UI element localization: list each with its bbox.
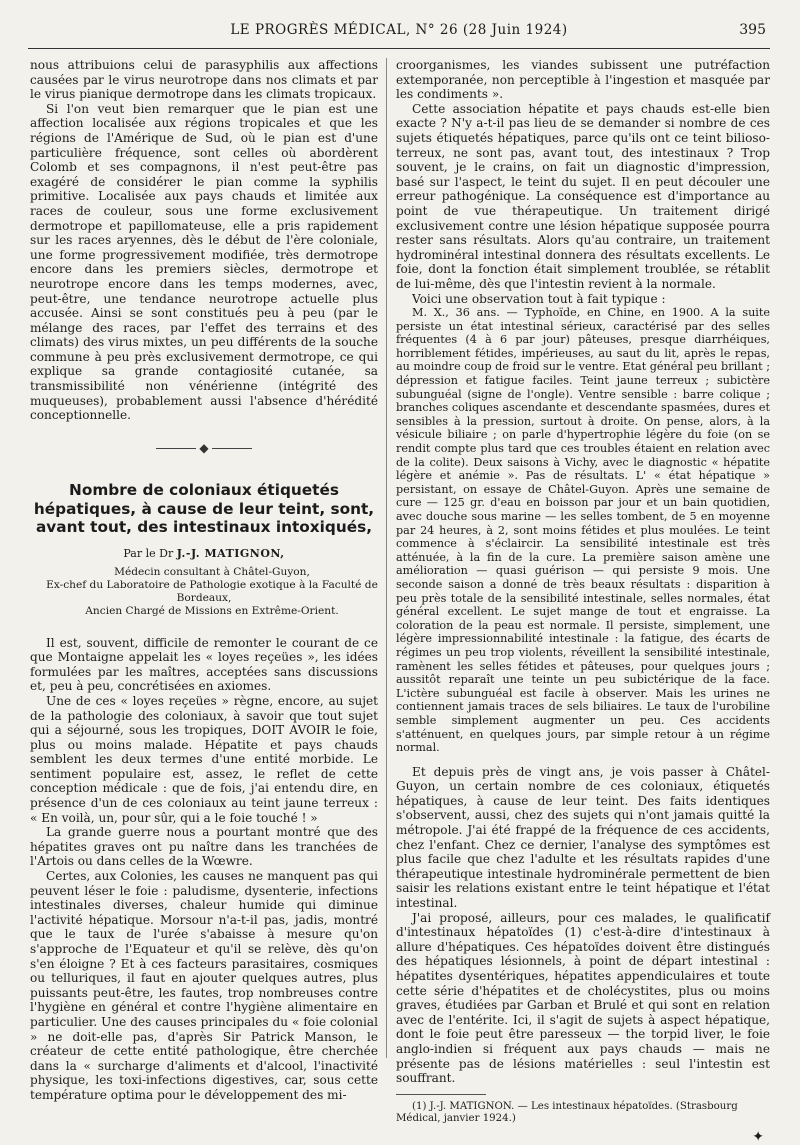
column-divider [386,58,387,1058]
end-mark-icon: ✦ [752,1128,764,1145]
page-header [28,22,770,46]
intro-paragraph: Si l'on veut bien remarquer que le pian est une affection localisée aux régions tropicales et que les régions de l'Amérique de Sud, où le pian est d'une particulière fréquence, sont celles où abordèrent Colomb et ses compagnons, il n'est peut-être pas exagéré de considérer le pian comme la syphilis primitive. Localisée aux pays chauds et limitée aux races de couleur, sous une forme exclusivement dermotrope et papillomateuse, elle a pris rapidement sur les races aryennes, dès le début de l'ère coloniale, une forme progressivement modifiée, très dermotrope encore dans les premiers siècles, dermotrope et neurotrope encore dans les temps modernes, avec, peut-être, une tendance neurotrope actuelle plus accusée. Ainsi se sont constitués peu à peu (par le mélange des races, par l'effet des terrains et des climats) des virus mixtes, un peu différents de la souche commune à peu près exclusivement dermotrope, ce qui explique sa grande contagiosité cutanée, sa transmissibilité non vénérienne (intégrité des muqueuses), probablement aussi l'absence d'hérédité conceptionnelle. [30,101,378,423]
body-paragraph: Il est, souvent, difficile de remonter le courant de ce que Montaigne appelait les « loyes reçeües », les idées formulées par les maîtres, acceptées sans discussions et, peu à peu, concrétisées en axiomes. [30,635,378,694]
left-column [30,58,378,1103]
body-paragraph: Cette association hépatite et pays chauds est-elle bien exacte ? N'y a-t-il pas lieu de se demander si nombre de ces sujets étiquetés hépatiques, parce qu'ils ont ce teint bilioso-terreux, ne sont pas, avant tout, des intestinaux ? Trop souvent, je le crains, on fait un diagnostic d'impression, basé sur l'aspect, le teint du sujet. Il en peut découler une erreur pathogénique. La conséquence est d'importance au point de vue thérapeutique. Un traitement dirigé exclusivement contre une lésion hépatique supposée pourra rester sans résultats. Alors qu'au contraire, un traitement hydrominéral intestinal donnera des résultats excellents. Le foie, dont la fonction était simplement troublée, se rétablit de lui-même, dès que l'intestin revient à la normale. [396,101,770,291]
running-head: LE PROGRÈS MÉDICAL, N° 26 (28 Juin 1924) [230,22,568,38]
author-line [30,547,378,562]
body-paragraph: Voici une observation tout à fait typique : [412,291,666,306]
author-affiliation: Ancien Chargé de Missions en Extrême-Orient. [85,604,339,617]
author-affiliation: Médecin consultant à Châtel-Guyon, [114,565,310,578]
body-paragraph: La grande guerre nous a pourtant montré que des hépatites graves ont pu naître dans les tranchées de l'Artois ou dans celles de la Wœwre. [30,825,378,869]
body-paragraph: Certes, aux Colonies, les causes ne manquent pas qui peuvent léser le foie : paludisme, dysenterie, infections intestinales diverses, chaleur humide qui diminue l'activité hépatique. Morsour n'a-t-il pas, jadis, montré que le taux de l'urée s'abaisse à mesure qu'on s'approche de l'Equateur et qu'il se relève, dès qu'on s'en éloigne ? Et à ces facteurs parasitaires, cosmiques ou telluriques, il faut en ajouter quelques autres, plus puissants peut-être, les fautes, trop nombreuses contre l'hygiène en général et contre l'hygiène alimentaire en particulier. Une des causes principales du « foie colonial » ne doit-elle pas, d'après Sir Patrick Manson, le créateur de cette entité pathologique, être cherchée dans la « surcharge d'aliments et d'alcool, l'inactivité physique, les toxi-infections digestives, car, sous cette température optima pour le développement des mi- [30,869,378,1102]
body-paragraph: Une de ces « loyes reçeües » règne, encore, au sujet de la pathologie des coloniaux, à savoir que tout sujet qui a séjourné, sous les tropiques, DOIT AVOIR le foie, plus ou moins malade. Hépatite et pays chauds semblent les deux termes d'une entité morbide. Le sentiment populaire est, assez, le reflet de cette conception médicale : que de fois, j'ai entendu dire, en présence d'un de ces coloniaux au teint jaune terreux : « En voilà, un, pour sûr, qui a le foie touché ! » [30,693,378,825]
article-title: Nombre de coloniaux étiquetés hépatiques, à cause de leur teint, sont, avant tout, des intestinaux intoxiqués, [33,481,375,537]
body-paragraph: J'ai proposé, ailleurs, pour ces malades, le qualificatif d'intestinaux hépatoïdes (1) c'est-à-dire d'intestinaux à allure d'hépatiques. Ces hépatoïdes doivent être distingués des hépatiques lésionnels, à point de départ intestinal : hépatites dysentériques, hépatites appendiculaires et toute cette série d'hépatites et de cholécystites, plus ou moins graves, étudiées par Garban et Brulé et qui sont en relation avec de l'entérite. Ici, il s'agit de sujets à aspect hépatique, dont le foie peut être paresseux — the torpid liver, le foie anglo-indien si fréquent aux pays chauds — mais ne présente pas de lésions matérielles : seul l'intestin est souffrant. [396,910,770,1086]
footnote-rule [396,1094,486,1095]
header-rule [28,48,770,49]
case-report: M. X., 36 ans. — Typhoïde, en Chine, en 1900. A la suite persiste un état intestinal sérieux, caractérisé par des selles fréquentes (4 à 6 par jour) pâteuses, presque diarrhéiques, horriblement fétides, impérieuses, au saut du lit, après le repas, au moindre coup de froid sur le ventre. Etat général peu brillant ; dépression et fatigue faciles. Teint jaune terreux ; subictère subunguéal (signe de l'ongle). Ventre sensible : barre colique ; branches coliques ascendante et descendante spasmées, dures et sensibles à la pression, surtout à droite. On pense, alors, à la vésicule biliaire ; on parle d'hypertrophie légère du foie (on se rendit compte plus tard que ces troubles étaient en relation avec de la colite). Deux saisons à Vichy, avec le diagnostic « hépatite légère et anémie ». Pas de résultats. L' « état hépatique » persistant, on essaye de Châtel-Guyon. Après une semaine de cure — 125 gr. d'eau en boisson par jour et un bain quotidien, avec douche sous marine — les selles tombent, de 5 en moyenne par 24 heures, à 2, sont moins fétides et plus moulées. Le teint commence à s'éclaircir. La sensibilité intestinale est très atténuée, à la fin de la cure. La première saison amène une amélioration — quasi guérison — qui persiste 9 mois. Une seconde saison a donné de très beaux résultats : disparition à peu près totale de la sensibilité intestinale, selles normales, état général excellent. Le sujet mange de tout et engraisse. La coloration de la peau est normale. Il persiste, simplement, une légère impressionnabilité intestinale : la fatigue, des écarts de régimes un peu trop violents, réveillent la sensibilité intestinale, ramènent les selles fétides et pâteuses, pour quelques jours ; aussitôt reparaît une teinte un peu subictérique de la face. L'ictère subunguéal est facile à observer. Mais les urines ne contiennent jamais traces de sels biliaires. Le taux de l'urobiline semble simplement augmenter un peu. Ces accidents s'atténuent, en quelques jours, par simple retour à un régime normal. [396,306,770,755]
right-column [396,58,770,1144]
author-prefix: Par le Dr [123,546,174,560]
ornament-glyph: ◆ [199,440,209,455]
author-affiliation: Ex-chef du Laboratoire de Pathologie exotique à la Faculté de Bordeaux, [46,578,378,604]
footnote: (1) J.-J. MATIGNON. — Les intestinaux hépatoïdes. (Strasbourg Médical, janvier 1924.) [396,1100,738,1125]
ornament-line [156,448,196,449]
author-name: J.-J. MATIGNON, [176,546,285,560]
body-paragraph: Et depuis près de vingt ans, je vois passer à Châtel-Guyon, un certain nombre de ces coloniaux, étiquetés hépatiques, à cause de leur teint. Des faits identiques s'observent, aussi, chez des sujets qui n'ont jamais quitté la métropole. J'ai été frappé de la fréquence de ces accidents, chez l'enfant. Chez ce dernier, l'analyse des symptômes est plus facile que chez l'adulte et les résultats rapides d'une thérapeutique intestinale hydrominérale permettent de bien saisir les relations existant entre le teint hépatique et l'état intestinal. [396,764,770,911]
body-paragraph: croorganismes, les viandes subissent une putréfaction extemporanée, non perceptible à l'ingestion et masquée par les condiments ». [396,58,770,102]
intro-paragraph: nous attribuions celui de parasyphilis aux affections causées par le virus neurotrope dans nos climats et par le virus pianique dermotrope dans les climats tropicaux. [30,58,378,102]
section-ornament [30,441,378,456]
ornament-line [212,448,252,449]
page-number: 395 [739,22,766,38]
